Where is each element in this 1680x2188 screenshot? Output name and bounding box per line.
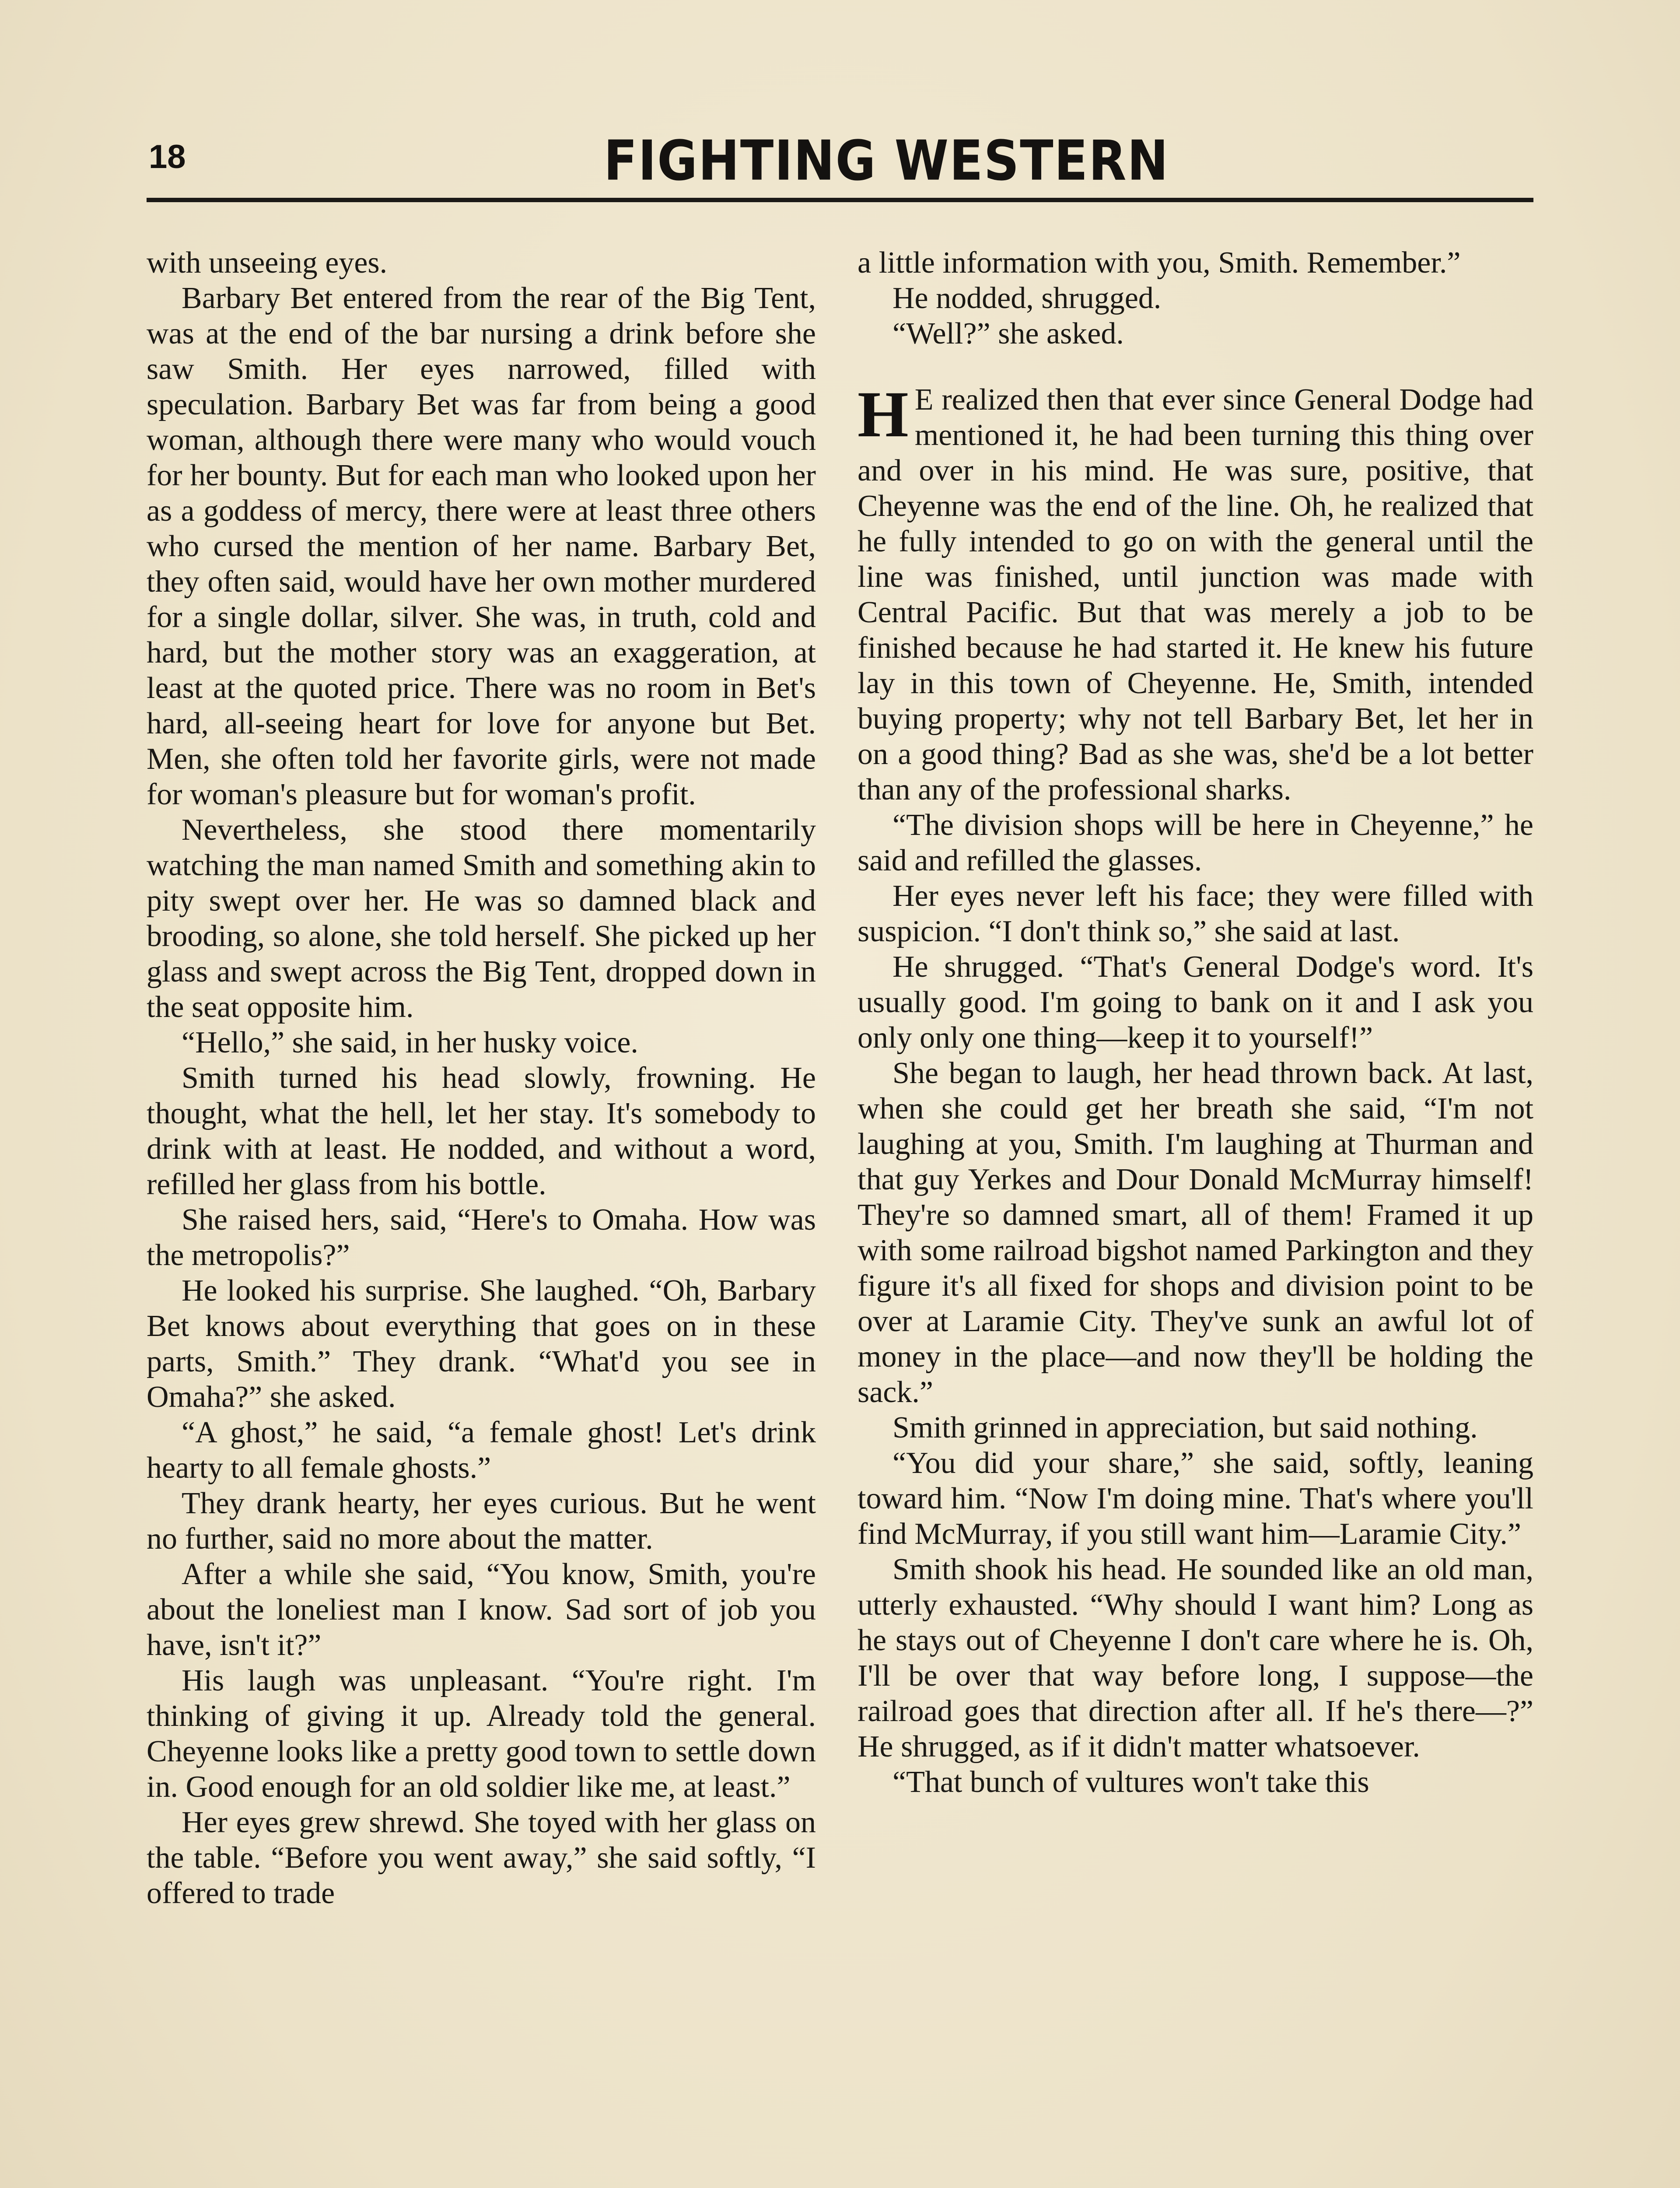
paragraph: His laugh was unpleasant. “You're right. I'm thinking of giving it up. Already told the general. Cheyenne looks like a pretty good town to settle down in. Good enough for an old soldier like me, at least.” xyxy=(147,1664,816,1804)
paragraph: “Well?” she asked. xyxy=(892,317,1124,351)
paragraph: Her eyes never left his face; they were filled with suspicion. “I don't think so,” she said at last. xyxy=(858,879,1533,948)
paragraph: Smith shook his head. He sounded like an old man, utterly exhausted. “Why should I want him? Long as he stays out of Cheyenne I don't care where he is. Oh, I'll be over that way before long, I suppose—the railroad goes that direction after all. If he's there—?” He shrugged, as if it didn't matter whatsoever. xyxy=(858,1553,1533,1764)
section-opening-text: E realized then that ever since General Dodge had mentioned it, he had been turning this thing over and over in his mind. He was sure, positive, that Cheyenne was the end of the line. Oh, he realized that he fully intended to go on with the general until the line was finished, until junction was made with Central Pacific. But that was merely a job to be finished because he had started it. He knew his future lay in this town of Cheyenne. He, Smith, intended buying property; why not tell Barbary Bet, let her in on a good thing? Bad as she was, she'd be a lot better than any of the professional sharks. xyxy=(858,383,1533,806)
paragraph: He nodded, shrugged. xyxy=(892,281,1162,315)
paragraph: with unseeing eyes. xyxy=(147,246,388,280)
section-opening-paragraph xyxy=(858,378,1533,807)
paragraph: Her eyes grew shrewd. She toyed with her glass on the table. “Before you went away,” she said softly, “I offered to trade xyxy=(147,1806,816,1910)
paragraph: “That bunch of vultures won't take this xyxy=(892,1765,1369,1799)
paragraph: She began to laugh, her head thrown back. At last, when she could get her breath she said, “I'm not laughing at you, Smith. I'm laughing at Thurman and that guy Yerkes and Dour Donald McMurray himself! They're so damned smart, all of them! Framed it up with some railroad bigshot named Parkington and they figure it's all fixed for shops and division point to be over at Laramie City. They've sunk an awful lot of money in the place—and now they'll be holding the sack.” xyxy=(858,1056,1533,1409)
paragraph: “The division shops will be here in Cheyenne,” he said and refilled the glasses. xyxy=(858,808,1533,877)
paragraph: “A ghost,” he said, “a female ghost! Let's drink hearty to all female ghosts.” xyxy=(147,1416,816,1485)
paragraph: They drank hearty, her eyes curious. But he went no further, said no more about the matter. xyxy=(147,1487,816,1556)
paragraph: Nevertheless, she stood there momentarily watching the man named Smith and something akin to pity swept over her. He was so damned black and brooding, so alone, she told herself. She picked up her glass and swept across the Big Tent, dropped down in the seat opposite him. xyxy=(147,813,816,1024)
page-header xyxy=(149,129,1531,195)
paragraph: Smith grinned in appreciation, but said nothing. xyxy=(892,1411,1478,1445)
paragraph: He looked his surprise. She laughed. “Oh, Barbary Bet knows about everything that goes on in these parts, Smith.” They drank. “What'd you see in Omaha?” she asked. xyxy=(147,1274,816,1414)
running-title: FIGHTING WESTERN xyxy=(604,129,1169,193)
right-column xyxy=(858,245,1533,2188)
paragraph: “You did your share,” she said, softly, leaning toward him. “Now I'm doing mine. That's where you'll find McMurray, if you still want him—Laramie City.” xyxy=(858,1446,1533,1551)
paragraph: After a while she said, “You know, Smith, you're about the loneliest man I know. Sad sort of job you have, isn't it?” xyxy=(147,1557,816,1662)
paragraph: He shrugged. “That's General Dodge's word. It's usually good. I'm going to bank on it and I ask you only only one thing—keep it to yourself!” xyxy=(858,950,1533,1055)
paragraph: She raised hers, said, “Here's to Omaha. How was the metropolis?” xyxy=(147,1203,816,1272)
left-column xyxy=(147,245,816,2188)
paragraph: “Hello,” she said, in her husky voice. xyxy=(182,1026,638,1059)
page-number: 18 xyxy=(149,138,186,175)
paragraph: Barbary Bet entered from the rear of the Big Tent, was at the end of the bar nursing a drink before she saw Smith. Her eyes narrowed, filled with speculation. Barbary Bet was far from being a good woman, although there were many who would vouch for her bounty. But for each man who looked upon her as a goddess of mercy, there were at least three others who cursed the mention of her name. Barbary Bet, they often said, would have her own mother murdered for a single dollar, silver. She was, in truth, cold and hard, but the mother story was an exaggeration, at least at the quoted price. There was no room in Bet's hard, all-seeing heart for love for anyone but Bet. Men, she often told her favorite girls, were not made for woman's pleasure but for woman's profit. xyxy=(147,281,816,811)
paragraph: Smith turned his head slowly, frowning. He thought, what the hell, let her stay. It's somebody to drink with at least. He nodded, and without a word, refilled her glass from his bottle. xyxy=(147,1061,816,1201)
drop-cap: H xyxy=(858,378,909,451)
header-rule xyxy=(147,198,1533,202)
paragraph: a little information with you, Smith. Remember.” xyxy=(858,246,1461,280)
